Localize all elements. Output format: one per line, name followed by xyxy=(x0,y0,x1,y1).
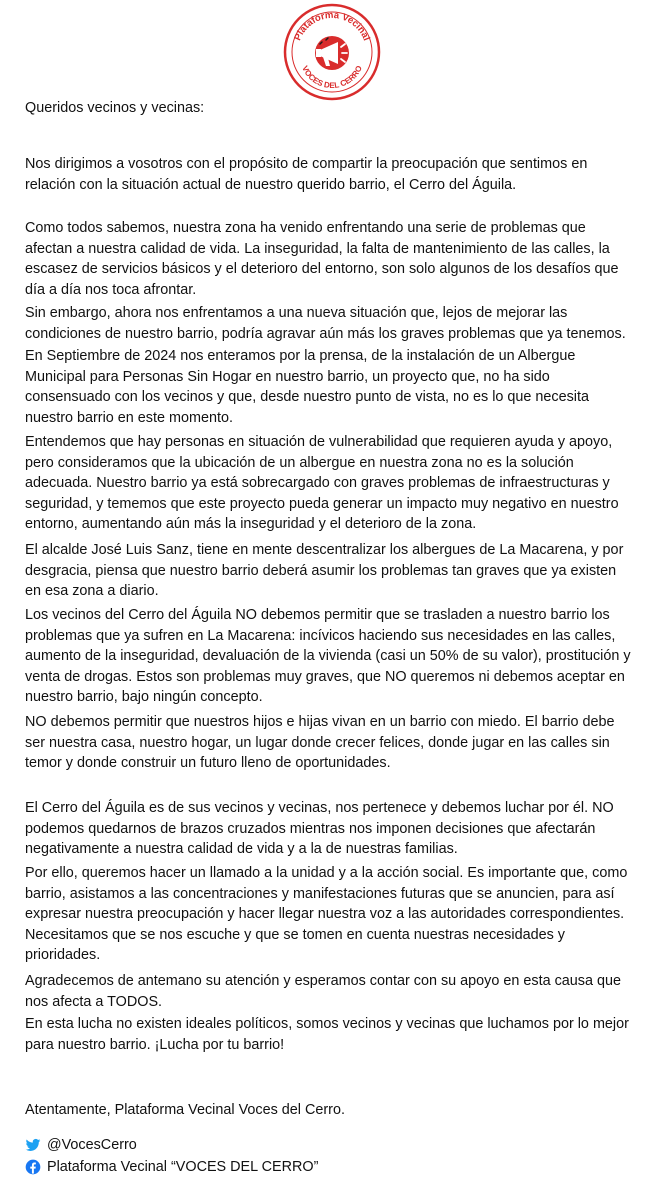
paragraph-3: Sin embargo, ahora nos enfrentamos a una nueva situación que, lejos de mejorar las condiciones de nuestro barrio, podría agravar aún más los graves problemas que ya tenemos. xyxy=(25,305,626,342)
facebook-page-name[interactable]: Plataforma Vecinal “VOCES DEL CERRO” xyxy=(47,1159,319,1175)
closing: Atentamente, Plataforma Vecinal Voces del Cerro. xyxy=(25,1102,345,1118)
logo-top-text: Plataforma Vecinal xyxy=(292,9,372,43)
twitter-handle[interactable]: @VocesCerro xyxy=(47,1137,137,1153)
twitter-icon xyxy=(25,1137,41,1153)
megaphone-icon xyxy=(315,36,349,70)
logo-badge xyxy=(282,2,382,102)
facebook-row[interactable] xyxy=(25,1157,318,1177)
paragraph-11: Agradecemos de antemano su atención y esperamos contar con su apoyo en esta causa que nos afecta a TODOS. xyxy=(25,973,621,1010)
paragraph-5: Entendemos que hay personas en situación de vulnerabilidad que requieren ayuda y apoyo, pero consideramos que la ubicación de un albergue en nuestra zona no es la solución adecuada. Nuestro barrio ya está sobrecargado con graves problemas de infraestructuras y seguridad, y tememos que este proyecto pueda generar un impacto muy negativo en nuestro entorno, aumentando aún más la inseguridad y el deterioro de la zona. xyxy=(25,434,619,532)
logo-bottom-text: VOCES DEL CERRO xyxy=(300,64,364,91)
paragraph-7: Los vecinos del Cerro del Águila NO debemos permitir que se trasladen a nuestro barrio los problemas que ya sufren en La Macarena: incívicos haciendo sus necesidades en las calles, aumento de la inseguridad, devaluación de la vivienda (casi un 50% de su valor), prostitución y venta de drogas. Estos son problemas muy graves, que NO queremos ni debemos aceptar en nuestro barrio, bajo ningún concepto. xyxy=(25,607,631,705)
paragraph-6: El alcalde José Luis Sanz, tiene en mente descentralizar los albergues de La Macarena, y por desgracia, piensa que nuestro barrio deberá asumir los problemas tan graves que ya existen en esa zona a diario. xyxy=(25,542,624,599)
facebook-icon xyxy=(25,1159,41,1175)
logo xyxy=(282,2,382,102)
paragraph-2: Como todos sabemos, nuestra zona ha venido enfrentando una serie de problemas que afectan a nuestra calidad de vida. La inseguridad, la falta de mantenimiento de las calles, la escasez de servicios básicos y el deterioro del entorno, son solo algunos de los desafíos que día a día nos toca afrontar. xyxy=(25,220,619,298)
paragraph-4: En Septiembre de 2024 nos enteramos por la prensa, de la instalación de un Albergue Municipal para Personas Sin Hogar en nuestro barrio, un proyecto que, no ha sido consensuado con los vecinos y que, desde nuestro punto de vista, no es lo que necesita nuestro barrio en este momento. xyxy=(25,348,590,426)
paragraph-1: Nos dirigimos a vosotros con el propósito de compartir la preocupación que sentimos en relación con la situación actual de nuestro querido barrio, el Cerro del Águila. xyxy=(25,156,588,193)
paragraph-8: NO debemos permitir que nuestros hijos e hijas vivan en un barrio con miedo. El barrio debe ser nuestra casa, nuestro hogar, un lugar donde crecer felices, donde jugar en las calles sin temor y donde construir un futuro lleno de oportunidades. xyxy=(25,714,615,771)
paragraph-9: El Cerro del Águila es de sus vecinos y vecinas, nos pertenece y debemos luchar por él. NO podemos quedarnos de brazos cruzados mientras nos imponen decisiones que afectarán negativamente a nuestra calidad de vida y a la de nuestras familias. xyxy=(25,800,614,857)
paragraph-12: En esta lucha no existen ideales políticos, somos vecinos y vecinas que luchamos por lo mejor para nuestro barrio. ¡Lucha por tu barrio! xyxy=(25,1016,629,1053)
twitter-row[interactable] xyxy=(25,1135,137,1155)
greeting: Queridos vecinos y vecinas: xyxy=(25,100,205,116)
paragraph-10: Por ello, queremos hacer un llamado a la unidad y a la acción social. Es importante que, como barrio, asistamos a las concentraciones y manifestaciones futuras que se anuncien, para así expresar nuestra preocupación y hacer llegar nuestra voz a las autoridades correspondientes. Necesitamos que se nos escuche y que se tomen en cuenta nuestras necesidades y prioridades. xyxy=(25,865,628,963)
